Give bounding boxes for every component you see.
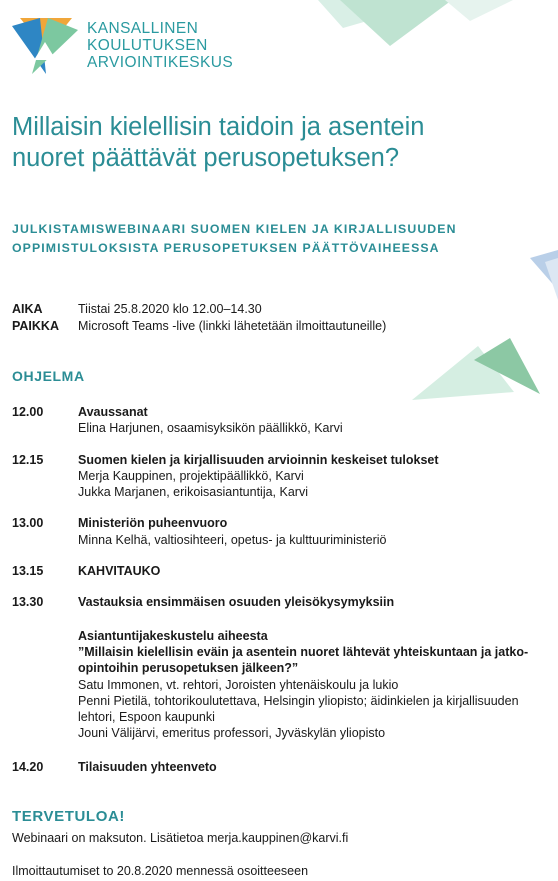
panel-heading: Asiantuntijakeskustelu aiheesta [78,628,268,643]
karvi-logo [12,16,80,76]
program-item-title: Avaussanat [78,405,148,419]
meta-time-value: Tiistai 25.8.2020 klo 12.00–14.30 [78,302,262,316]
program-item-1300 [12,515,556,548]
expert-panel [78,628,556,742]
panel-participant: Jouni Välijärvi, emeritus professori, Jyväskylän yliopisto [78,726,386,741]
program-item-detail: Jukka Marjanen, erikoisasiantuntija, Karvi [78,485,308,500]
program-list [12,404,556,775]
program-item-detail: Merja Kauppinen, projektipäällikkö, Karvi [78,468,304,483]
page-title [12,112,542,174]
event-subtitle-line-2: OPPIMISTULOKSISTA PERUSOPETUKSEN PÄÄTTÖVAIHEESSA [12,241,440,255]
panel-participant: Penni Pietilä, tohtorikoulutettava, Helsingin yliopisto; äidinkielen ja kirjallisuuden [78,693,519,708]
program-item-time: 13.00 [12,516,44,531]
meta-place-label: PAIKKA [12,319,59,333]
page-title-line-2: nuoret päättävät perusopetuksen? [12,144,400,172]
page-title-line-1: Millaisin kielellisin taidoin ja asentein [12,113,425,141]
meta-time-row [12,301,386,318]
panel-topic-line-2: opintoihin perusopetuksen jälkeen?” [78,661,299,676]
program-item-title: KAHVITAUKO [78,564,161,579]
program-item-title: Tilaisuuden yhteenveto [78,759,217,774]
program-item-time: 14.20 [12,759,44,774]
deco-triangle-mid-green [474,338,540,394]
event-subtitle-line-1: JULKISTAMISWEBINAARI SUOMEN KIELEN JA KIRJALLISUUDEN [12,222,457,236]
panel-participant: lehtori, Espoon kaupunki [78,710,215,725]
program-item-title: Suomen kielen ja kirjallisuuden arvioinnin keskeiset tulokset [78,452,439,467]
program-heading: OHJELMA [12,368,85,384]
deco-triangle-top-right [445,0,513,21]
org-name-line-3: ARVIOINTIKESKUS [87,54,234,71]
meta-place-value: Microsoft Teams -live (linkki lähetetään ilmoittautuneille) [78,319,387,333]
program-item-time: 13.15 [12,564,44,579]
deco-triangle-right-blue [530,250,558,290]
deco-triangle-top-mid [340,0,452,46]
deco-triangle-mid-light [412,346,514,400]
program-item-1420 [12,759,556,775]
program-item-1315 [12,563,556,579]
footer-registration: Ilmoittautumiset to 20.8.2020 mennessä osoitteeseen [12,864,309,878]
footer-info: Webinaari on maksuton. Lisätietoa merja.kauppinen@karvi.fi [12,831,349,845]
program-item-time: 12.15 [12,452,44,467]
meta-place-row [12,318,386,335]
deco-triangle-right-lightblue [545,258,558,300]
program-item-title: Ministeriön puheenvuoro [78,516,228,531]
program-item-1200 [12,404,556,437]
program-item-detail: Elina Harjunen, osaamisyksikön päällikkö, Karvi [78,421,343,436]
program-item-time: 12.00 [12,405,44,419]
event-meta [12,301,386,335]
program-item-detail: Minna Kelhä, valtiosihteeri, opetus- ja kulttuuriministeriö [78,532,387,547]
panel-participant: Satu Immonen, vt. rehtori, Joroisten yhtenäiskoulu ja lukio [78,677,399,692]
event-subtitle [12,220,532,258]
org-name-line-1: KANSALLINEN [87,20,199,37]
org-name [87,20,233,71]
org-name-line-2: KOULUTUKSEN [87,37,208,54]
meta-time-label: AIKA [12,302,43,316]
program-item-title: Vastauksia ensimmäisen osuuden yleisökysymyksiin [78,595,395,610]
deco-triangle-top-left [318,0,440,28]
welcome-heading: TERVETULOA! [12,808,125,825]
panel-topic-line-1: ”Millaisin kielellisin eväin ja asentein nuoret lähtevät yhteiskuntaan ja jatko- [78,644,529,659]
program-item-time: 13.30 [12,595,44,610]
program-item-1215 [12,452,556,501]
program-item-1330 [12,594,556,610]
